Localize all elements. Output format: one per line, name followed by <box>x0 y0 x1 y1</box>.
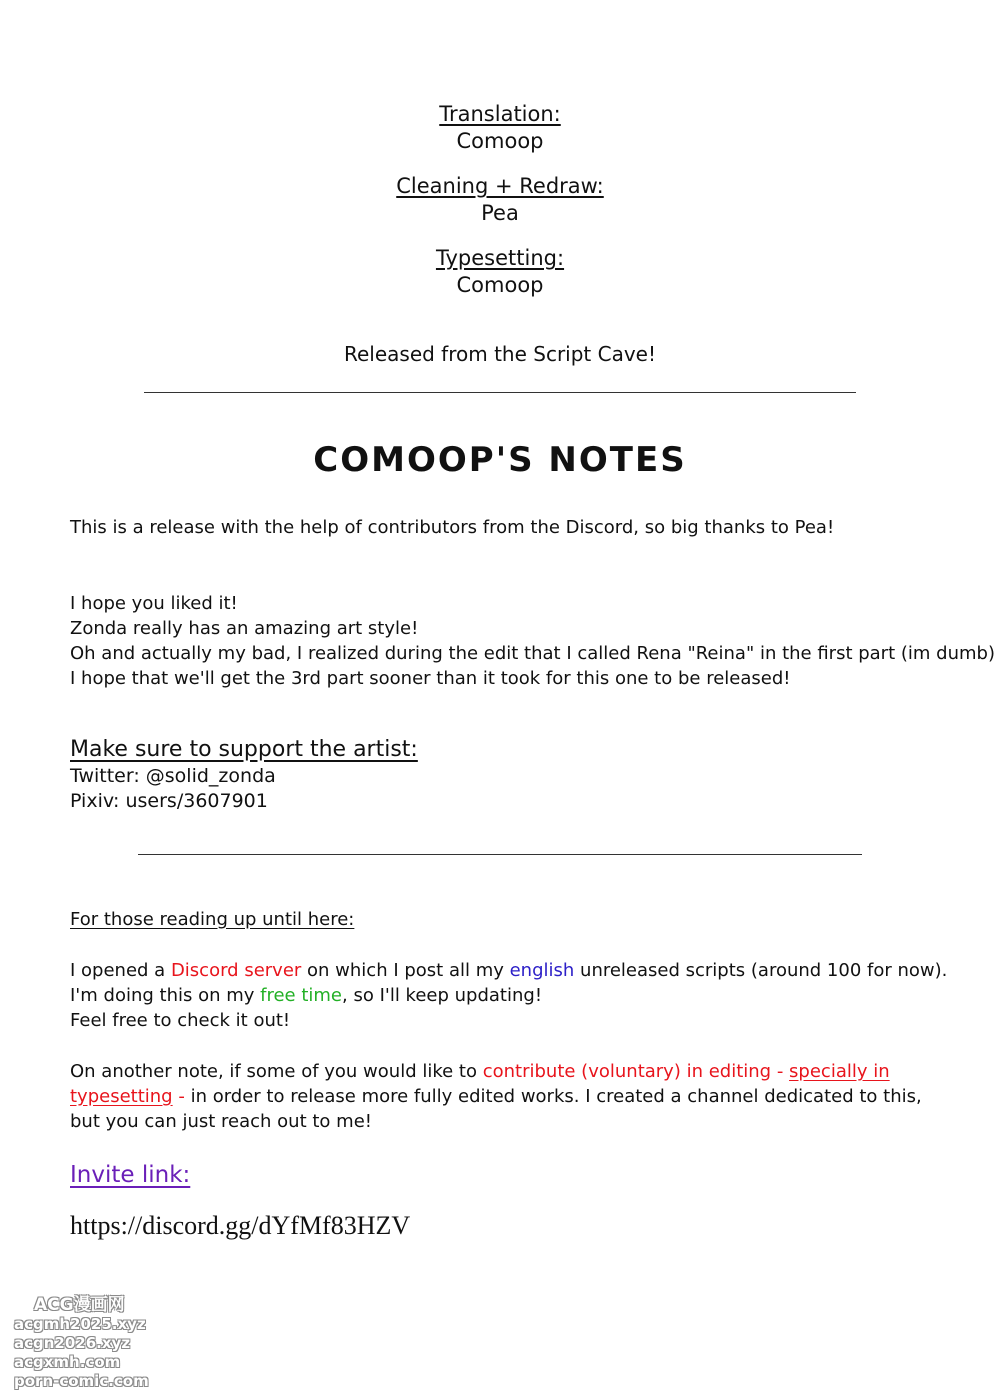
watermark-line: ACG漫画网 <box>34 1295 125 1315</box>
credit-name: Pea <box>481 201 519 225</box>
dash-highlight: - <box>172 1086 185 1107</box>
discord-line-3: Feel free to check it out! <box>70 1010 291 1031</box>
artist-links <box>70 764 950 814</box>
hope-lines <box>70 591 995 691</box>
credit-name: Comoop <box>456 129 544 153</box>
contribute-paragraph <box>70 1059 930 1134</box>
text-span: unreleased scripts (around 100 for now). <box>574 960 948 981</box>
divider <box>144 392 856 393</box>
readers-heading: For those reading up until here: <box>70 909 355 930</box>
notes-title: COMOOP'S NOTES <box>313 440 687 480</box>
pixiv-id: Pixiv: users/3607901 <box>70 790 268 812</box>
discord-line-1 <box>70 958 950 983</box>
credit-typesetting <box>0 244 1000 298</box>
hope-line: Zonda really has an amazing art style! <box>70 618 419 639</box>
discord-server-highlight: Discord server <box>170 960 302 981</box>
discord-paragraph <box>70 958 950 1033</box>
watermark-line: acgn2026.xyz <box>14 1334 131 1352</box>
text-span: in order to release more fully edited works. I created a channel dedicated to this, but you can just reach out to me! <box>70 1086 922 1132</box>
credit-role: Cleaning + Redraw: <box>396 174 604 198</box>
watermark <box>14 1296 164 1391</box>
credit-translation <box>0 100 1000 154</box>
hope-line: I hope you liked it! <box>70 593 238 614</box>
credit-cleaning <box>0 172 1000 226</box>
watermark-line: porn-comic.com <box>14 1372 149 1390</box>
english-highlight: english <box>509 960 575 981</box>
text-span: On another note, if some of you would like to <box>70 1061 483 1082</box>
contribute-highlight: contribute (voluntary) in editing - <box>482 1061 790 1082</box>
text-span: I opened a <box>70 960 171 981</box>
thanks-text: This is a release with the help of contributors from the Discord, so big thanks to Pea! <box>70 517 835 538</box>
invite-heading: Invite link: <box>70 1162 191 1188</box>
text-span: , so I'll keep updating! <box>342 985 543 1006</box>
support-heading: Make sure to support the artist: <box>70 737 418 762</box>
free-time-highlight: free time <box>260 985 343 1006</box>
discord-line-2 <box>70 983 950 1008</box>
divider <box>138 854 862 855</box>
typesetting-highlight: specially in typesetting <box>70 1061 890 1107</box>
credit-role: Typesetting: <box>435 246 565 270</box>
credits-section <box>0 100 1000 316</box>
watermark-line: acgmh2025.xyz <box>14 1315 146 1333</box>
hope-line: I hope that we'll get the 3rd part sooner than it took for this one to be released! <box>70 668 791 689</box>
credit-name: Comoop <box>456 273 544 297</box>
release-line: Released from the Script Cave! <box>343 342 657 366</box>
text-span: on which I post all my <box>301 960 510 981</box>
invite-url[interactable]: https://discord.gg/dYfMf83HZV <box>70 1211 411 1240</box>
text-span: I'm doing this on my <box>70 985 261 1006</box>
watermark-line: acgxmh.com <box>14 1353 121 1371</box>
credit-role: Translation: <box>439 102 561 126</box>
hope-line: Oh and actually my bad, I realized during the edit that I called Rena "Reina" in the first part (im dumb) <box>70 643 995 664</box>
twitter-handle: Twitter: @solid_zonda <box>70 765 276 787</box>
